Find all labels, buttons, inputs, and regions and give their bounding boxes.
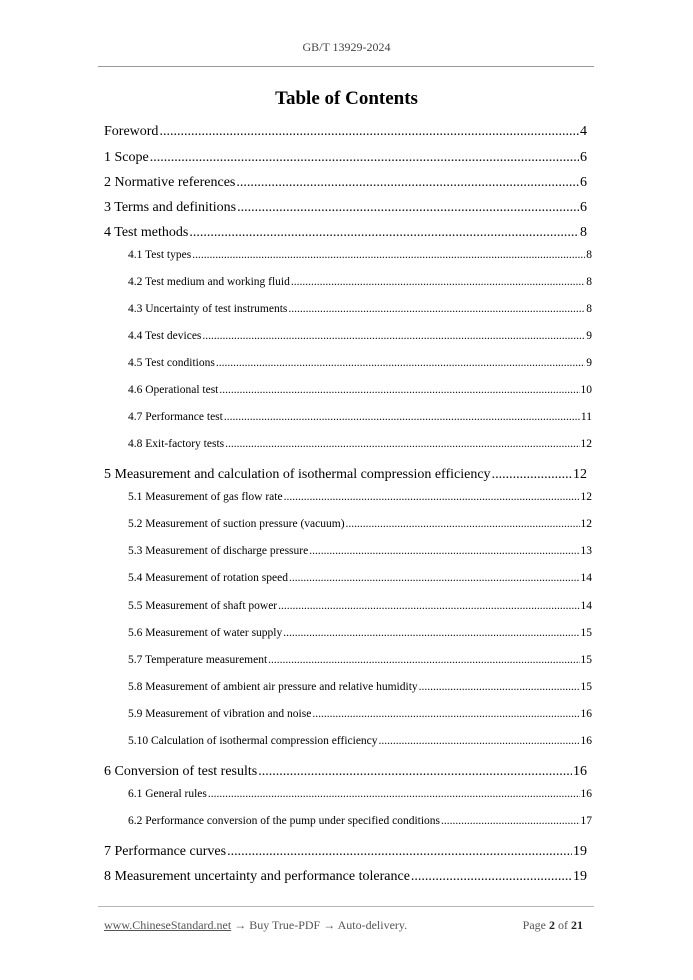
dot-leader <box>236 175 579 191</box>
toc-entry-page: 6 <box>580 150 587 165</box>
toc-entry-page: 17 <box>580 815 592 827</box>
toc-entry[interactable] <box>104 467 587 483</box>
toc-entry-page: 15 <box>580 654 592 666</box>
page-current: 2 <box>549 918 555 932</box>
toc-entry-page: 11 <box>580 411 592 423</box>
toc-entry-title: 4.2 Test medium and working fluid <box>128 276 290 288</box>
dot-leader <box>237 200 579 216</box>
toc-entry-title: 4 Test methods <box>104 225 189 240</box>
toc-entry-title: 4.8 Exit-factory tests <box>128 438 225 450</box>
toc-subentry[interactable] <box>128 411 592 423</box>
toc-subentry[interactable] <box>128 572 592 584</box>
toc-entry[interactable] <box>104 869 587 885</box>
toc-entry-page: 13 <box>580 545 592 557</box>
toc-entry-title: 4.3 Uncertainty of test instruments <box>128 303 288 315</box>
dot-leader <box>379 735 580 747</box>
auto-delivery-text: Auto-delivery. <box>337 918 408 932</box>
toc-entry-title: 4.5 Test conditions <box>128 357 215 369</box>
toc-entry-page: 8 <box>586 303 592 315</box>
toc-entry-page: 14 <box>580 600 592 612</box>
toc-subentry[interactable] <box>128 518 592 530</box>
toc-subentry[interactable] <box>128 545 592 557</box>
toc-entry-title: 8 Measurement uncertainty and performance tolerance <box>104 869 410 884</box>
toc-entry-page: 10 <box>580 384 592 396</box>
toc-entry[interactable] <box>104 175 587 191</box>
dot-leader <box>159 124 579 140</box>
dot-leader <box>291 276 585 288</box>
toc-entry[interactable] <box>104 764 587 780</box>
page-title: Table of Contents <box>275 88 418 109</box>
dot-leader <box>278 600 579 612</box>
toc-subentry[interactable] <box>128 600 592 612</box>
dot-leader <box>284 491 580 503</box>
dot-leader <box>202 330 585 342</box>
toc-subentry[interactable] <box>128 303 592 315</box>
toc-subentry[interactable] <box>128 735 592 747</box>
toc-subentry[interactable] <box>128 357 592 369</box>
toc-entry-title: 5.10 Calculation of isothermal compression efficiency <box>128 735 378 747</box>
page-indicator <box>523 918 583 933</box>
toc-entry-page: 8 <box>586 249 592 261</box>
toc-entry-page: 15 <box>580 627 592 639</box>
toc-entry-page: 6 <box>580 200 587 215</box>
toc-entry[interactable] <box>104 124 587 140</box>
header-divider <box>98 66 594 67</box>
toc-subentry[interactable] <box>128 627 592 639</box>
toc-entry-title: 4.4 Test devices <box>128 330 202 342</box>
toc-entry-title: 6.2 Performance conversion of the pump under specified conditions <box>128 815 441 827</box>
toc-entry-title: 5.3 Measurement of discharge pressure <box>128 545 309 557</box>
dot-leader <box>312 708 579 720</box>
toc-entry-page: 16 <box>580 735 592 747</box>
toc-entry-title: 6.1 General rules <box>128 788 207 800</box>
toc-entry-page: 16 <box>580 788 592 800</box>
dot-leader <box>289 572 580 584</box>
toc-entry-title: 6 Conversion of test results <box>104 764 258 779</box>
toc-entry-title: 5.7 Temperature measurement <box>128 654 268 666</box>
toc-entry-title: 3 Terms and definitions <box>104 200 237 215</box>
toc-subentry[interactable] <box>128 788 592 800</box>
toc-entry-title: 5.9 Measurement of vibration and noise <box>128 708 312 720</box>
toc-entry-page: 8 <box>586 276 592 288</box>
document-number-header: GB/T 13929-2024 <box>302 40 391 54</box>
toc-subentry[interactable] <box>128 330 592 342</box>
arrow-icon: → <box>234 918 247 932</box>
toc-entry-title: 5.1 Measurement of gas flow rate <box>128 491 283 503</box>
toc-entry-title: Foreword <box>104 124 159 139</box>
toc-entry-page: 6 <box>580 175 587 190</box>
toc-entry-title: 1 Scope <box>104 150 149 165</box>
toc-subentry[interactable] <box>128 384 592 396</box>
toc-entry[interactable] <box>104 844 587 860</box>
arrow-icon: → <box>323 918 336 932</box>
dot-leader <box>224 411 580 423</box>
toc-entry-title: 4.6 Operational test <box>128 384 219 396</box>
toc-entry[interactable] <box>104 150 587 166</box>
dot-leader <box>309 545 579 557</box>
dot-leader <box>411 869 572 885</box>
dot-leader <box>189 225 579 241</box>
page-label: Page <box>522 918 546 932</box>
dot-leader <box>419 681 580 693</box>
toc-entry-page: 16 <box>580 708 592 720</box>
toc-subentry[interactable] <box>128 438 592 450</box>
toc-entry-page: 19 <box>573 869 587 884</box>
dot-leader <box>227 844 572 860</box>
dot-leader <box>288 303 585 315</box>
dot-leader <box>225 438 579 450</box>
toc-entry-title: 5 Measurement and calculation of isothermal compression efficiency <box>104 467 491 482</box>
toc-subentry[interactable] <box>128 708 592 720</box>
toc-entry-page: 15 <box>580 681 592 693</box>
toc-entry[interactable] <box>104 200 587 216</box>
dot-leader <box>268 654 579 666</box>
dot-leader <box>492 467 572 483</box>
toc-entry-title: 2 Normative references <box>104 175 236 190</box>
toc-subentry[interactable] <box>128 681 592 693</box>
toc-entry-page: 8 <box>580 225 587 240</box>
dot-leader <box>150 150 579 166</box>
toc-entry-title: 5.5 Measurement of shaft power <box>128 600 278 612</box>
dot-leader <box>192 249 585 261</box>
footer-divider <box>98 906 594 907</box>
toc-entry-page: 9 <box>586 357 592 369</box>
toc-entry-page: 4 <box>580 124 587 139</box>
toc-entry-title: 5.6 Measurement of water supply <box>128 627 283 639</box>
toc-entry-title: 5.4 Measurement of rotation speed <box>128 572 288 584</box>
toc-entry-title: 4.7 Performance test <box>128 411 223 423</box>
dot-leader <box>258 764 572 780</box>
dot-leader <box>216 357 585 369</box>
buy-pdf-link[interactable]: Buy True-PDF <box>249 918 321 932</box>
toc-subentry[interactable] <box>128 249 592 261</box>
toc-entry-page: 12 <box>580 491 592 503</box>
toc-entry-title: 5.8 Measurement of ambient air pressure and relative humidity <box>128 681 418 693</box>
toc-subentry[interactable] <box>128 276 592 288</box>
toc-subentry[interactable] <box>128 815 592 827</box>
toc-entry-page: 12 <box>580 438 592 450</box>
site-link[interactable]: www.ChineseStandard.net <box>104 918 232 932</box>
footer-links <box>104 918 407 933</box>
toc-entry-page: 9 <box>586 330 592 342</box>
toc-entry-page: 14 <box>580 572 592 584</box>
dot-leader <box>441 815 579 827</box>
toc-entry-title: 7 Performance curves <box>104 844 227 859</box>
toc-subentry[interactable] <box>128 654 592 666</box>
page-of-label: of <box>558 918 568 932</box>
toc-entry[interactable] <box>104 225 587 241</box>
toc-entry-page: 16 <box>573 764 587 779</box>
toc-entry-title: 4.1 Test types <box>128 249 192 261</box>
toc-entry-page: 19 <box>573 844 587 859</box>
toc-entry-page: 12 <box>580 518 592 530</box>
toc-entry-title: 5.2 Measurement of suction pressure (vacuum) <box>128 518 345 530</box>
dot-leader <box>219 384 579 396</box>
page-total: 21 <box>571 918 583 932</box>
dot-leader <box>283 627 579 639</box>
dot-leader <box>346 518 580 530</box>
toc-subentry[interactable] <box>128 491 592 503</box>
toc-entry-page: 12 <box>573 467 587 482</box>
dot-leader <box>208 788 580 800</box>
